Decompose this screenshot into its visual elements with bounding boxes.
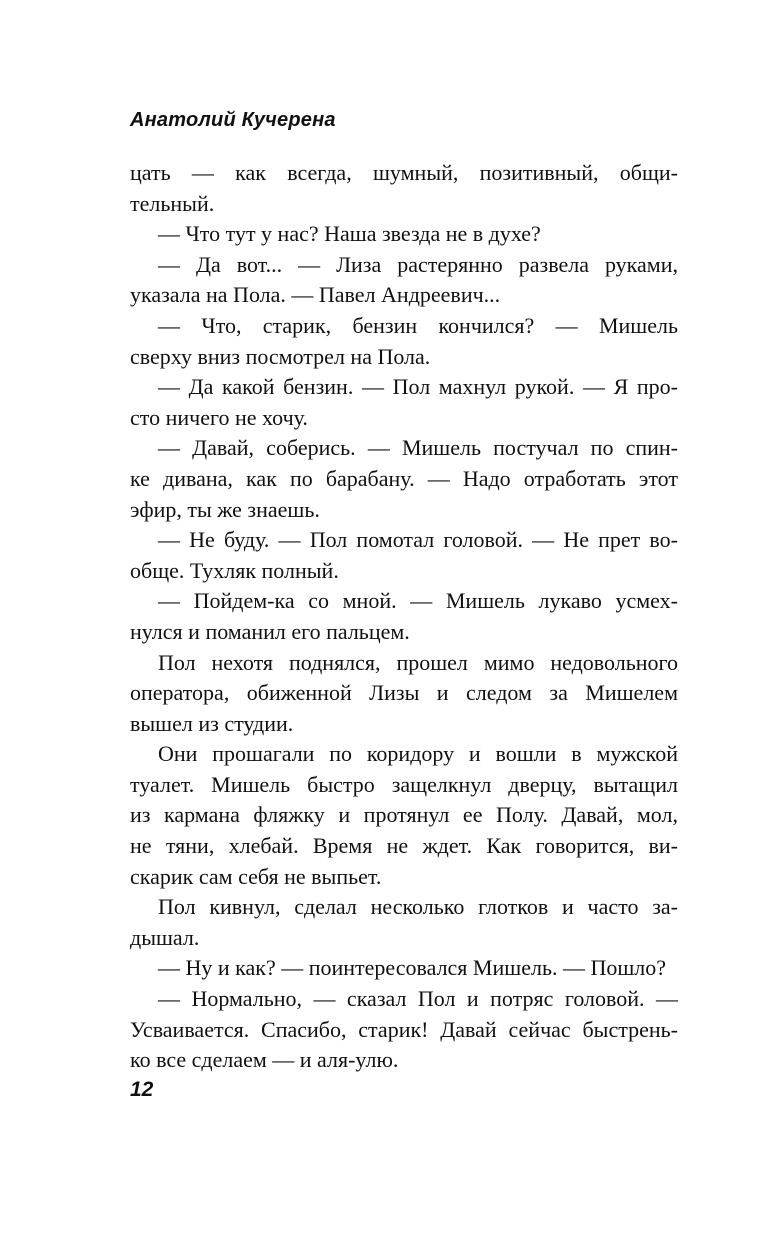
text-line: — Нормально, — сказал Пол и потряс головой. —	[158, 986, 678, 1012]
paragraph	[130, 892, 678, 953]
body-text	[130, 158, 678, 1076]
running-head-author: Анатолий Кучерена	[130, 109, 336, 131]
paragraph	[130, 372, 678, 433]
text-line: — Давай, соберись. — Мишель постучал по спин-	[158, 435, 678, 461]
paragraph	[130, 984, 678, 1076]
text-line: эфир, ты же знаешь.	[130, 496, 320, 522]
text-line: нулся и поманил его пальцем.	[130, 618, 410, 644]
paragraph	[130, 311, 678, 372]
paragraph	[130, 250, 678, 311]
paragraph	[130, 586, 678, 647]
text-line: туалет. Мишель быстро защелкнул дверцу, вытащил	[130, 771, 678, 797]
text-line: ке дивана, как по барабану. — Надо отработать этот	[130, 465, 678, 491]
text-line: сто ничего не хочу.	[130, 404, 308, 430]
text-line: скарик сам себя не выпьет.	[130, 863, 382, 889]
text-line: — Что, старик, бензин кончился? — Мишель	[158, 312, 678, 338]
text-line: ко все сделаем — и аля-улю.	[130, 1047, 399, 1073]
page-number: 12	[130, 1078, 154, 1101]
paragraph	[130, 648, 678, 740]
text-line: Усваивается. Спасибо, старик! Давай сейчас быстрень-	[130, 1016, 678, 1042]
paragraph	[130, 525, 678, 586]
text-line: дышал.	[130, 924, 200, 950]
text-line: из кармана фляжку и протянул ее Полу. Давай, мол,	[130, 802, 678, 828]
text-line: — Да какой бензин. — Пол махнул рукой. — Я про-	[158, 374, 678, 400]
paragraph	[130, 433, 678, 525]
text-line: Пол кивнул, сделал несколько глотков и часто за-	[158, 894, 678, 920]
paragraph	[130, 953, 678, 984]
text-line: цать — как всегда, шумный, позитивный, общи-	[130, 160, 678, 185]
text-line: — Пойдем-ка со мной. — Мишель лукаво усмех-	[158, 588, 678, 614]
text-line: — Да вот... — Лиза растерянно развела руками,	[158, 251, 678, 277]
paragraph	[130, 739, 678, 892]
text-line: не тяни, хлебай. Время не ждет. Как говорится, ви-	[130, 833, 678, 859]
paragraph	[130, 219, 678, 250]
text-line: сверху вниз посмотрел на Пола.	[130, 343, 431, 369]
text-line: — Что тут у нас? Наша звезда не в духе?	[158, 221, 541, 247]
text-line: Они прошагали по коридору и вошли в мужской	[158, 741, 678, 767]
text-line: Пол нехотя поднялся, прошел мимо недовольного	[158, 649, 678, 675]
text-line: — Не буду. — Пол помотал головой. — Не прет во-	[158, 527, 678, 553]
text-line: тельный.	[130, 190, 215, 216]
paragraph	[130, 158, 678, 219]
text-line: обще. Тухляк полный.	[130, 557, 339, 583]
text-line: — Ну и как? — поинтересовался Мишель. — Пошло?	[158, 955, 667, 981]
text-line: вышел из студии.	[130, 710, 294, 736]
text-line: оператора, обиженной Лизы и следом за Мишелем	[130, 680, 678, 706]
text-line: указала на Пола. — Павел Андреевич...	[130, 282, 501, 308]
